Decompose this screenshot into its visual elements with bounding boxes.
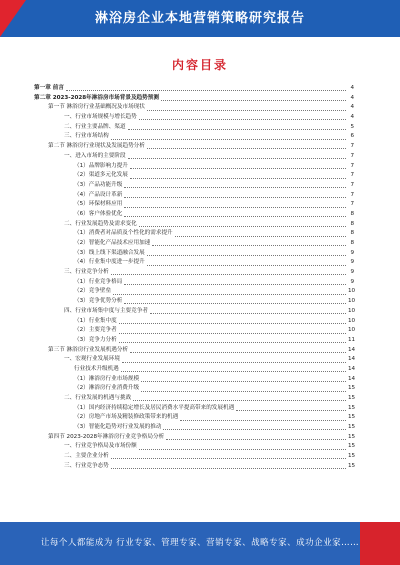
toc-leader-dots	[130, 178, 346, 179]
toc-leader-dots	[147, 265, 346, 266]
toc-leader-dots	[133, 400, 346, 401]
toc-leader-dots	[111, 274, 346, 275]
toc-entry-label: 第三节 淋浴房行业发展机遇分析	[48, 346, 129, 353]
footer-slogan: 让每个人都能成为 行业专家、管理专家、营销专家、战略专家、成功企业家……	[40, 538, 360, 548]
toc-entry-label: （1）国内经济持续稳定增长及居民消费水平提高带来的发展机遇	[74, 404, 235, 411]
toc-entry[interactable]	[34, 210, 354, 220]
toc-entry-page: 15	[348, 424, 356, 431]
toc-entry[interactable]	[34, 191, 354, 201]
toc-entry[interactable]	[34, 152, 354, 162]
toc-leader-dots	[124, 207, 346, 208]
toc-entry[interactable]	[34, 462, 354, 472]
toc-entry-label: 一、进入市场的主要阶段	[64, 152, 126, 159]
toc-entry-label: （1）淋浴房行业市场规模	[74, 375, 140, 382]
toc-entry-label: （2）渠道多元化发展	[74, 172, 128, 179]
toc-entry-label: （1）品牌影响力提升	[74, 162, 128, 169]
toc-entry[interactable]	[34, 249, 354, 259]
toc-entry-page: 7	[350, 143, 354, 150]
toc-entry-page: 4	[350, 104, 354, 111]
toc-entry[interactable]	[34, 229, 354, 239]
toc-entry-label: （1）行业竞争格局	[74, 278, 123, 285]
toc-leader-dots	[111, 468, 346, 469]
toc-entry-label: （3）线上线下渠道融合发展	[74, 249, 145, 256]
report-title: 淋浴房企业本地营销策略研究报告	[94, 11, 305, 26]
toc-entry[interactable]	[34, 181, 354, 191]
toc-entry[interactable]	[34, 287, 354, 297]
toc-entry[interactable]	[34, 113, 354, 123]
toc-entry[interactable]	[34, 336, 354, 346]
toc-leader-dots	[124, 216, 346, 217]
toc-leader-dots	[163, 429, 346, 430]
toc-entry[interactable]	[34, 413, 354, 423]
toc-entry-label: 三、行业市场结构	[64, 133, 109, 140]
toc-entry-page: 6	[350, 133, 354, 140]
toc-entry[interactable]	[34, 375, 354, 385]
toc-entry[interactable]	[34, 442, 354, 452]
toc-entry-page: 14	[348, 375, 356, 382]
toc-entry-page: 4	[350, 94, 354, 101]
toc-leader-dots	[161, 100, 346, 101]
toc-leader-dots	[128, 158, 346, 159]
toc-leader-dots	[236, 410, 346, 411]
toc-entry[interactable]	[34, 346, 354, 356]
toc-entry-label: 行业技术升级机遇	[74, 365, 119, 372]
report-header	[0, 0, 400, 37]
toc-entry-page: 10	[348, 317, 356, 324]
toc-entry-label: 第二节 淋浴房行业现状及发展趋势分析	[48, 143, 145, 150]
toc-entry-label: （3）竞争优势分析	[74, 298, 123, 305]
toc-entry-page: 5	[350, 123, 354, 130]
toc-entry[interactable]	[34, 297, 354, 307]
toc-entry-label: 一、行业市场规模与增长趋势	[64, 114, 137, 121]
toc-leader-dots	[111, 458, 346, 459]
toc-entry-page: 10	[348, 327, 356, 334]
toc-entry[interactable]	[34, 452, 354, 462]
toc-entry[interactable]	[34, 171, 354, 181]
toc-leader-dots	[111, 139, 346, 140]
toc-entry-page: 7	[350, 201, 354, 208]
toc-entry-label: （6）客户体验优化	[74, 210, 123, 217]
toc-entry[interactable]	[34, 132, 354, 142]
toc-entry-label: 二、行业发展的机遇与挑战	[64, 395, 132, 401]
toc-entry-label: 第二章 2023-2028年淋浴房市场背景及趋势预测	[34, 94, 159, 101]
toc-entry-page: 10	[348, 307, 356, 314]
toc-entry-page: 9	[350, 259, 354, 266]
toc-leader-dots	[166, 439, 346, 440]
toc-entry[interactable]	[34, 200, 354, 210]
toc-entry-page: 15	[348, 385, 356, 392]
toc-entry[interactable]	[34, 268, 354, 278]
toc-entry-label: 三、行业竞争态势	[64, 462, 109, 469]
toc-entry-page: 15	[348, 404, 356, 411]
toc-leader-dots	[130, 168, 346, 169]
toc-leader-dots	[150, 313, 346, 314]
toc-entry-page: 14	[348, 346, 356, 353]
toc-entry[interactable]	[34, 258, 354, 268]
toc-entry-label: （2）房地产市场及精装修政策带来的机遇	[74, 414, 179, 421]
table-of-contents	[34, 84, 354, 472]
toc-entry[interactable]	[34, 326, 354, 336]
toc-leader-dots	[128, 129, 346, 130]
toc-entry-page: 8	[350, 240, 354, 246]
toc-entry-page: 9	[350, 269, 354, 276]
toc-entry-page: 9	[350, 278, 354, 285]
toc-leader-dots	[139, 119, 346, 120]
toc-entry-page: 15	[348, 462, 356, 469]
toc-entry[interactable]	[34, 384, 354, 394]
toc-entry-label: 二、行业发展趋势及需求变化	[64, 220, 137, 227]
toc-leader-dots	[113, 294, 346, 295]
toc-entry-page: 4	[350, 85, 354, 91]
toc-leader-dots	[122, 362, 346, 363]
toc-leader-dots	[124, 197, 346, 198]
toc-leader-dots	[121, 371, 346, 372]
toc-entry-label: 二、行业主要品牌、渠道	[64, 123, 126, 130]
toc-entry[interactable]	[34, 365, 354, 375]
toc-entry-label: （2）智能化产品技术应用加速	[74, 240, 151, 246]
toc-heading: 内容目录	[171, 58, 228, 72]
toc-entry-label: 三、行业竞争分析	[64, 269, 109, 276]
toc-entry-page: 8	[350, 230, 354, 237]
toc-entry-label: 第一节 淋浴房行业基础概况及市场现状	[48, 104, 145, 111]
toc-entry[interactable]	[34, 103, 354, 113]
page-footer	[0, 522, 400, 565]
toc-entry-page: 15	[348, 433, 356, 440]
toc-entry-label: （2）竞争壁垒	[74, 288, 112, 295]
toc-leader-dots	[124, 187, 346, 188]
toc-entry-label: （3）产品功能升级	[74, 181, 123, 188]
toc-entry-label: （4）产品设计革新	[74, 191, 123, 198]
toc-leader-dots	[175, 236, 346, 237]
toc-leader-dots	[147, 148, 346, 149]
toc-entry-page: 7	[350, 172, 354, 179]
toc-entry-label: （1）行业集中度	[74, 317, 117, 324]
toc-leader-dots	[141, 391, 346, 392]
toc-leader-dots	[124, 303, 346, 304]
toc-entry-page: 10	[348, 298, 356, 305]
toc-leader-dots	[147, 255, 346, 256]
toc-entry-page: 7	[350, 191, 354, 198]
toc-leader-dots	[119, 333, 346, 334]
toc-entry[interactable]	[34, 123, 354, 133]
toc-entry-label: （4）行业集中度进一步提升	[74, 259, 145, 266]
toc-entry[interactable]	[34, 84, 354, 94]
toc-entry[interactable]	[34, 404, 354, 414]
toc-entry-label: （2）淋浴房行业消费升级	[74, 385, 140, 392]
toc-leader-dots	[147, 110, 346, 111]
toc-entry[interactable]	[34, 307, 354, 317]
toc-leader-dots	[119, 342, 346, 343]
toc-leader-dots	[130, 352, 346, 353]
toc-entry-label: 四、行业市场集中度与主要竞争者	[64, 307, 148, 314]
toc-entry-page: 14	[348, 356, 356, 363]
toc-leader-dots	[66, 90, 346, 91]
toc-entry-page: 7	[350, 181, 354, 188]
toc-entry-page: 11	[348, 336, 356, 343]
toc-entry[interactable]	[34, 162, 354, 172]
toc-entry[interactable]	[34, 394, 354, 404]
toc-entry-page: 8	[350, 210, 354, 217]
toc-entry-label: 一、宏观行业发展环境	[64, 356, 120, 363]
toc-entry-label: （2）主要竞争者	[74, 327, 117, 334]
toc-leader-dots	[152, 245, 346, 246]
toc-leader-dots	[139, 226, 346, 227]
toc-entry[interactable]	[34, 239, 354, 249]
toc-entry-label: 二、主要企业分析	[64, 453, 109, 460]
toc-entry-label: （3）智能化趋势对行业发展的推动	[74, 424, 162, 431]
toc-entry-page: 10	[348, 288, 356, 295]
toc-entry-label: （5）环保材料应用	[74, 201, 123, 208]
toc-entry-label: （1）消费者对品质及个性化的需求提升	[74, 230, 173, 237]
toc-entry[interactable]	[34, 317, 354, 327]
toc-entry-page: 7	[350, 152, 354, 159]
toc-entry-page: 15	[348, 453, 356, 460]
toc-leader-dots	[180, 420, 346, 421]
toc-entry[interactable]	[34, 278, 354, 288]
toc-leader-dots	[141, 381, 346, 382]
toc-entry[interactable]	[34, 220, 354, 230]
toc-entry[interactable]	[34, 355, 354, 365]
toc-entry-label: 一、行业竞争格局及市场份额	[64, 443, 137, 450]
toc-entry-page: 15	[348, 443, 356, 450]
toc-leader-dots	[139, 449, 346, 450]
toc-entry-page: 7	[350, 162, 354, 169]
toc-entry-page: 8	[350, 220, 354, 227]
toc-entry[interactable]	[34, 94, 354, 104]
toc-entry[interactable]	[34, 433, 354, 443]
toc-entry-page: 15	[348, 414, 356, 421]
toc-entry-label: 第一章 前言	[34, 85, 64, 91]
toc-entry-label: （3）竞争力分析	[74, 336, 117, 343]
toc-entry-page: 4	[350, 114, 354, 121]
toc-leader-dots	[124, 284, 346, 285]
toc-entry-page: 14	[348, 365, 356, 372]
toc-entry[interactable]	[34, 142, 354, 152]
toc-entry-page: 9	[350, 249, 354, 256]
toc-entry[interactable]	[34, 423, 354, 433]
toc-leader-dots	[119, 323, 346, 324]
toc-entry-label: 第四节 2023-2028年淋浴房行业竞争格局分析	[48, 433, 165, 440]
toc-entry-page: 15	[348, 395, 356, 401]
